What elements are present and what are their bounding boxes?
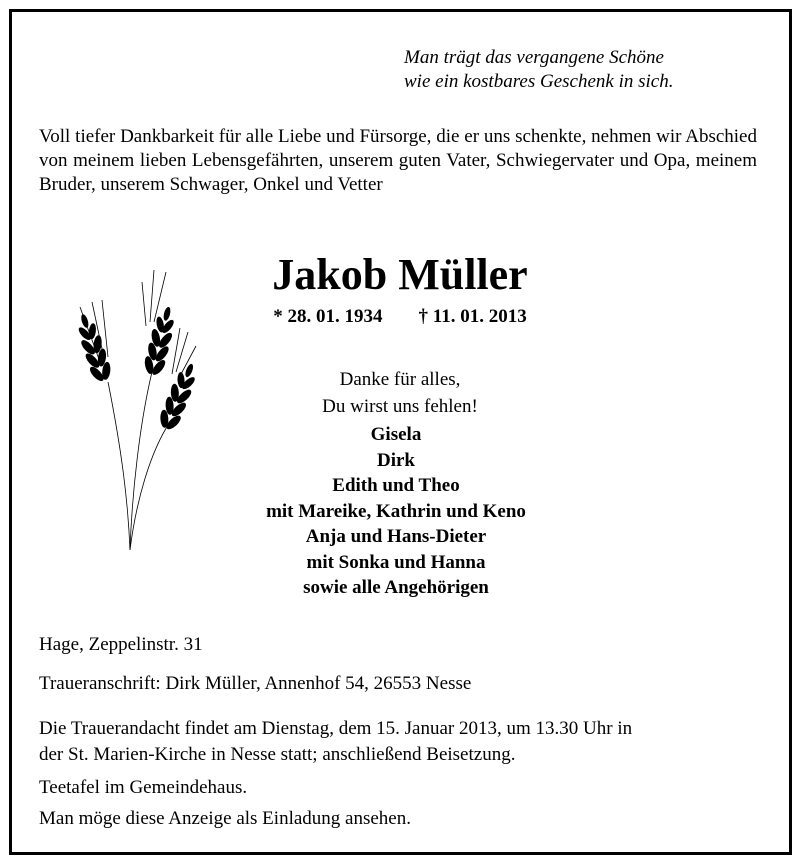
motto-line-1: Man trägt das vergangene Schöne — [404, 47, 664, 68]
motto-line-2: wie ein kostbares Geschenk in sich. — [404, 71, 674, 92]
mourner-line: sowie alle Angehörigen — [303, 577, 489, 598]
place-line: Hage, Zeppelinstr. 31 — [39, 634, 203, 655]
wheat-ears-icon — [70, 262, 200, 562]
thanks-line-2: Du wirst uns fehlen! — [322, 396, 478, 417]
mourner-line: Dirk — [377, 449, 415, 471]
wheat-stem — [108, 382, 130, 550]
mourner-line: Anja und Hans-Dieter — [305, 526, 487, 547]
wheat-ear-middle — [139, 304, 180, 379]
wheat-ear-left — [71, 311, 117, 386]
invitation-line: Man möge diese Anzeige als Einladung ansehen. — [39, 808, 411, 829]
service-line-1: Die Trauerandacht findet am Dienstag, dem 15. Januar 2013, um 13.30 Uhr in — [39, 718, 633, 739]
death-date: † 11. 01. 2013 — [418, 306, 527, 327]
birth-date: * 28. 01. 1934 — [273, 306, 383, 327]
thanks-line-1: Danke für alles, — [339, 369, 461, 390]
tea-line: Teetafel im Gemeindehaus. — [39, 777, 248, 798]
life-dates — [200, 305, 600, 329]
motto — [404, 46, 764, 94]
intro-text: Voll tiefer Dankbarkeit für alle Liebe und Fürsorge, die er uns schenkte, nehmen wir Abschied von meinem lieben Lebensgefährten, unserem guten Vater, Schwiegervater und Opa, meinem Bruder, unserem Schwager, Onkel und Vetter — [39, 126, 757, 195]
mourning-address: Traueranschrift: Dirk Müller, Annenhof 54, 26553 Nesse — [39, 673, 472, 694]
thanks-message — [200, 366, 600, 420]
mourner-line: mit Mareike, Kathrin und Keno — [266, 500, 526, 522]
service-line-2: der St. Marien-Kirche in Nesse statt; anschließend Beisetzung. — [39, 744, 516, 765]
mourner-line: Gisela — [370, 424, 422, 445]
mourner-line: Edith und Theo — [332, 475, 460, 496]
mourners-list — [200, 422, 592, 601]
mourner-line: mit Sonka und Hanna — [306, 551, 486, 573]
wheat-awns — [142, 270, 166, 326]
deceased-name: Jakob Müller — [272, 250, 528, 299]
wheat-stem — [130, 422, 170, 550]
wheat-stem — [130, 372, 152, 550]
